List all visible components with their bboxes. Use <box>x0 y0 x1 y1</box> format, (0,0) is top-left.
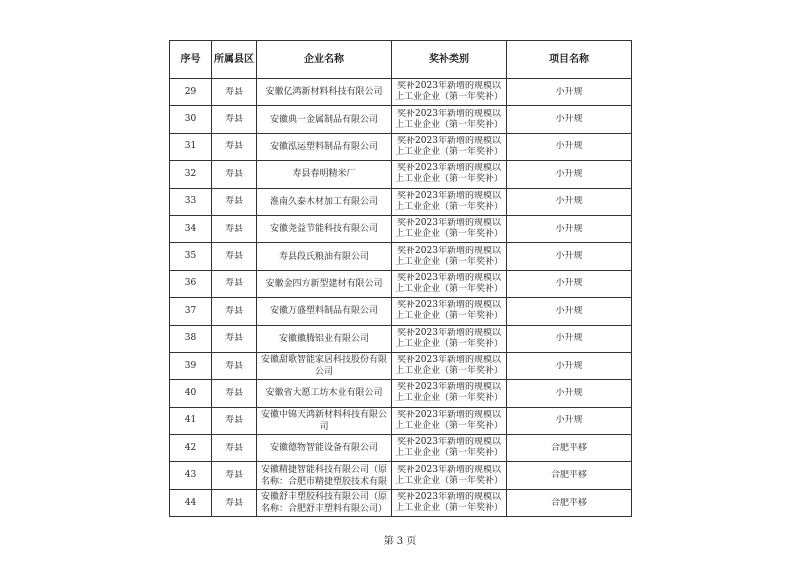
row-company <box>257 188 392 215</box>
row-company <box>257 106 392 133</box>
row-award-type-text: 奖补2023年新增的规模以上工业企业（第一年奖补） <box>394 492 503 514</box>
row-award-type <box>392 489 507 516</box>
table-row <box>170 298 632 325</box>
row-company-text: 安徽金四方新型建材有限公司 <box>265 278 383 289</box>
row-county <box>212 133 257 160</box>
row-county <box>212 489 257 516</box>
row-index <box>170 106 212 133</box>
row-project <box>507 106 632 133</box>
row-county-text: 寿县 <box>224 196 243 207</box>
row-index-text: 38 <box>184 333 197 344</box>
row-index <box>170 462 212 489</box>
row-project <box>507 380 632 407</box>
row-index-text: 31 <box>184 141 197 152</box>
header-award-type: 奖补类别 <box>392 41 507 79</box>
row-company-text: 安徽尧益节能科技有限公司 <box>269 224 378 235</box>
row-index-text: 44 <box>184 497 197 508</box>
row-county-text: 寿县 <box>224 305 243 316</box>
table-row <box>170 215 632 242</box>
row-county <box>212 243 257 270</box>
row-company <box>257 133 392 160</box>
row-company-text: 安徽省大愿工坊木业有限公司 <box>265 388 383 399</box>
row-project-text: 小升规 <box>555 86 583 97</box>
row-project-text: 小升规 <box>555 114 583 125</box>
row-award-type <box>392 79 507 106</box>
row-index-text: 30 <box>184 114 197 125</box>
row-county <box>212 407 257 434</box>
row-index-text: 39 <box>184 360 197 371</box>
row-award-type-text: 奖补2023年新增的规模以上工业企业（第一年奖补） <box>394 300 503 322</box>
row-index-text: 35 <box>184 251 197 262</box>
row-award-type-text: 奖补2023年新增的规模以上工业企业（第一年奖补） <box>394 437 503 459</box>
table-row <box>170 161 632 188</box>
row-county <box>212 380 257 407</box>
row-county-text: 寿县 <box>224 223 243 234</box>
row-index <box>170 161 212 188</box>
row-award-type-text: 奖补2023年新增的规模以上工业企业（第一年奖补） <box>394 135 503 157</box>
row-project <box>507 270 632 297</box>
row-project <box>507 133 632 160</box>
row-project-text: 小升规 <box>555 278 583 289</box>
row-company <box>257 215 392 242</box>
row-project <box>507 243 632 270</box>
row-county-text: 寿县 <box>224 470 243 481</box>
row-company <box>257 298 392 325</box>
row-county-text: 寿县 <box>224 86 243 97</box>
row-award-type-text: 奖补2023年新增的规模以上工业企业（第一年奖补） <box>394 464 503 486</box>
row-project-text: 小升规 <box>555 360 583 371</box>
row-project-text: 小升规 <box>555 141 583 152</box>
row-company-text: 安徽甜歌智能家居科技股份有限公司 <box>260 355 387 378</box>
row-county <box>212 215 257 242</box>
row-index-text: 33 <box>184 196 197 207</box>
row-county-text: 寿县 <box>224 497 243 508</box>
row-index <box>170 79 212 106</box>
row-award-type-text: 奖补2023年新增的规模以上工业企业（第一年奖补） <box>394 272 503 294</box>
row-county-text: 寿县 <box>224 333 243 344</box>
row-county <box>212 298 257 325</box>
row-project <box>507 489 632 516</box>
row-company-text: 安徽徽腾铝业有限公司 <box>278 333 369 344</box>
row-award-type-text: 奖补2023年新增的规模以上工业企业（第一年奖补） <box>394 108 503 130</box>
row-index <box>170 407 212 434</box>
row-index <box>170 215 212 242</box>
row-award-type-text: 奖补2023年新增的规模以上工业企业（第一年奖补） <box>394 190 503 212</box>
row-award-type <box>392 270 507 297</box>
row-project-text: 小升规 <box>555 168 583 179</box>
row-company-text: 淮南久泰木材加工有限公司 <box>269 196 378 207</box>
enterprise-table <box>169 40 632 517</box>
row-project <box>507 161 632 188</box>
row-award-type <box>392 325 507 352</box>
row-company <box>257 380 392 407</box>
row-project <box>507 79 632 106</box>
row-index-text: 36 <box>184 278 197 289</box>
row-award-type-text: 奖补2023年新增的规模以上工业企业（第一年奖补） <box>394 218 503 240</box>
row-county <box>212 79 257 106</box>
table-row <box>170 133 632 160</box>
table-row <box>170 79 632 106</box>
row-award-type-text: 奖补2023年新增的规模以上工业企业（第一年奖补） <box>394 81 503 103</box>
row-project-text: 合肥平移 <box>550 497 587 508</box>
row-company <box>257 407 392 434</box>
row-index-text: 43 <box>184 470 197 481</box>
row-county-text: 寿县 <box>224 360 243 371</box>
table-header-row <box>170 41 632 79</box>
row-company <box>257 325 392 352</box>
row-award-type <box>392 352 507 379</box>
row-award-type <box>392 462 507 489</box>
row-county <box>212 188 257 215</box>
row-project <box>507 435 632 462</box>
page-number: 第 3 页 <box>383 536 417 547</box>
row-award-type <box>392 380 507 407</box>
row-county <box>212 325 257 352</box>
row-project-text: 合肥平移 <box>550 442 587 453</box>
row-company <box>257 243 392 270</box>
row-county-text: 寿县 <box>224 141 243 152</box>
row-index-text: 41 <box>184 415 197 426</box>
table-row <box>170 325 632 352</box>
row-company-text: 安徽万盛塑料制品有限公司 <box>269 306 378 317</box>
row-company-text: 寿县春明精米厂 <box>292 169 356 180</box>
table-row <box>170 270 632 297</box>
row-award-type <box>392 106 507 133</box>
row-project <box>507 298 632 325</box>
row-index <box>170 352 212 379</box>
table-row <box>170 106 632 133</box>
row-project-text: 小升规 <box>555 333 583 344</box>
row-company <box>257 489 392 516</box>
row-award-type <box>392 407 507 434</box>
row-company-text: 安徽泓运塑料制品有限公司 <box>269 141 378 152</box>
header-project: 项目名称 <box>507 41 632 79</box>
row-award-type-text: 奖补2023年新增的规模以上工业企业（第一年奖补） <box>394 382 503 404</box>
row-project <box>507 462 632 489</box>
row-company-text: 安徽精捷智能科技有限公司（原名称：合肥市精捷塑胶技术有限 <box>260 464 387 487</box>
row-index <box>170 298 212 325</box>
table-row <box>170 243 632 270</box>
table-row <box>170 352 632 379</box>
row-project <box>507 188 632 215</box>
row-county-text: 寿县 <box>224 168 243 179</box>
row-award-type-text: 奖补2023年新增的规模以上工业企业（第一年奖补） <box>394 163 503 185</box>
table-row <box>170 407 632 434</box>
row-index-text: 34 <box>184 223 197 234</box>
table-row <box>170 489 632 516</box>
row-county <box>212 435 257 462</box>
row-index <box>170 188 212 215</box>
row-award-type <box>392 435 507 462</box>
row-company <box>257 270 392 297</box>
row-project <box>507 352 632 379</box>
row-project-text: 小升规 <box>555 223 583 234</box>
row-county-text: 寿县 <box>224 387 243 398</box>
row-award-type <box>392 161 507 188</box>
row-index <box>170 435 212 462</box>
row-index-text: 32 <box>184 168 197 179</box>
row-award-type <box>392 298 507 325</box>
row-project-text: 合肥平移 <box>550 470 587 481</box>
table-row <box>170 188 632 215</box>
row-award-type-text: 奖补2023年新增的规模以上工业企业（第一年奖补） <box>394 355 503 377</box>
row-company-text: 安徽德物智能设备有限公司 <box>269 443 378 454</box>
row-county-text: 寿县 <box>224 114 243 125</box>
row-project <box>507 325 632 352</box>
row-index <box>170 133 212 160</box>
row-award-type <box>392 243 507 270</box>
row-index <box>170 380 212 407</box>
table-row <box>170 380 632 407</box>
row-company-text: 安徽亿鸿新材料科技有限公司 <box>265 87 383 98</box>
row-index-text: 37 <box>184 305 197 316</box>
header-company: 企业名称 <box>257 41 392 79</box>
row-award-type <box>392 188 507 215</box>
row-award-type-text: 奖补2023年新增的规模以上工业企业（第一年奖补） <box>394 409 503 431</box>
header-county: 所属县区 <box>212 41 257 79</box>
row-company-text: 安徽典一金属制品有限公司 <box>269 114 378 125</box>
row-company <box>257 79 392 106</box>
row-county <box>212 270 257 297</box>
row-project-text: 小升规 <box>555 387 583 398</box>
row-index <box>170 270 212 297</box>
row-county <box>212 462 257 489</box>
row-project-text: 小升规 <box>555 251 583 262</box>
row-award-type-text: 奖补2023年新增的规模以上工业企业（第一年奖补） <box>394 245 503 267</box>
row-project <box>507 215 632 242</box>
row-company-text: 寿县段氏粮油有限公司 <box>278 251 369 262</box>
row-project-text: 小升规 <box>555 305 583 316</box>
row-company <box>257 352 392 379</box>
table-row <box>170 462 632 489</box>
row-index <box>170 325 212 352</box>
row-company <box>257 161 392 188</box>
row-project <box>507 407 632 434</box>
row-index-text: 29 <box>184 86 197 97</box>
row-index-text: 42 <box>184 442 197 453</box>
row-award-type-text: 奖补2023年新增的规模以上工业企业（第一年奖补） <box>394 327 503 349</box>
row-project-text: 小升规 <box>555 196 583 207</box>
row-county-text: 寿县 <box>224 442 243 453</box>
row-company-text: 安徽中锦天鸿新材料科技有限公司 <box>260 409 387 432</box>
row-company <box>257 435 392 462</box>
row-county-text: 寿县 <box>224 251 243 262</box>
row-county <box>212 352 257 379</box>
row-company <box>257 462 392 489</box>
row-county-text: 寿县 <box>224 278 243 289</box>
row-index-text: 40 <box>184 387 197 398</box>
row-county <box>212 106 257 133</box>
header-index: 序号 <box>170 41 212 79</box>
row-index <box>170 489 212 516</box>
row-county-text: 寿县 <box>224 415 243 426</box>
row-index <box>170 243 212 270</box>
row-company-text: 安徽舒丰塑胶科技有限公司（原名称：合肥舒丰塑料有限公司） <box>260 492 387 515</box>
table-row <box>170 435 632 462</box>
row-award-type <box>392 215 507 242</box>
row-award-type <box>392 133 507 160</box>
row-project-text: 小升规 <box>555 415 583 426</box>
row-county <box>212 161 257 188</box>
